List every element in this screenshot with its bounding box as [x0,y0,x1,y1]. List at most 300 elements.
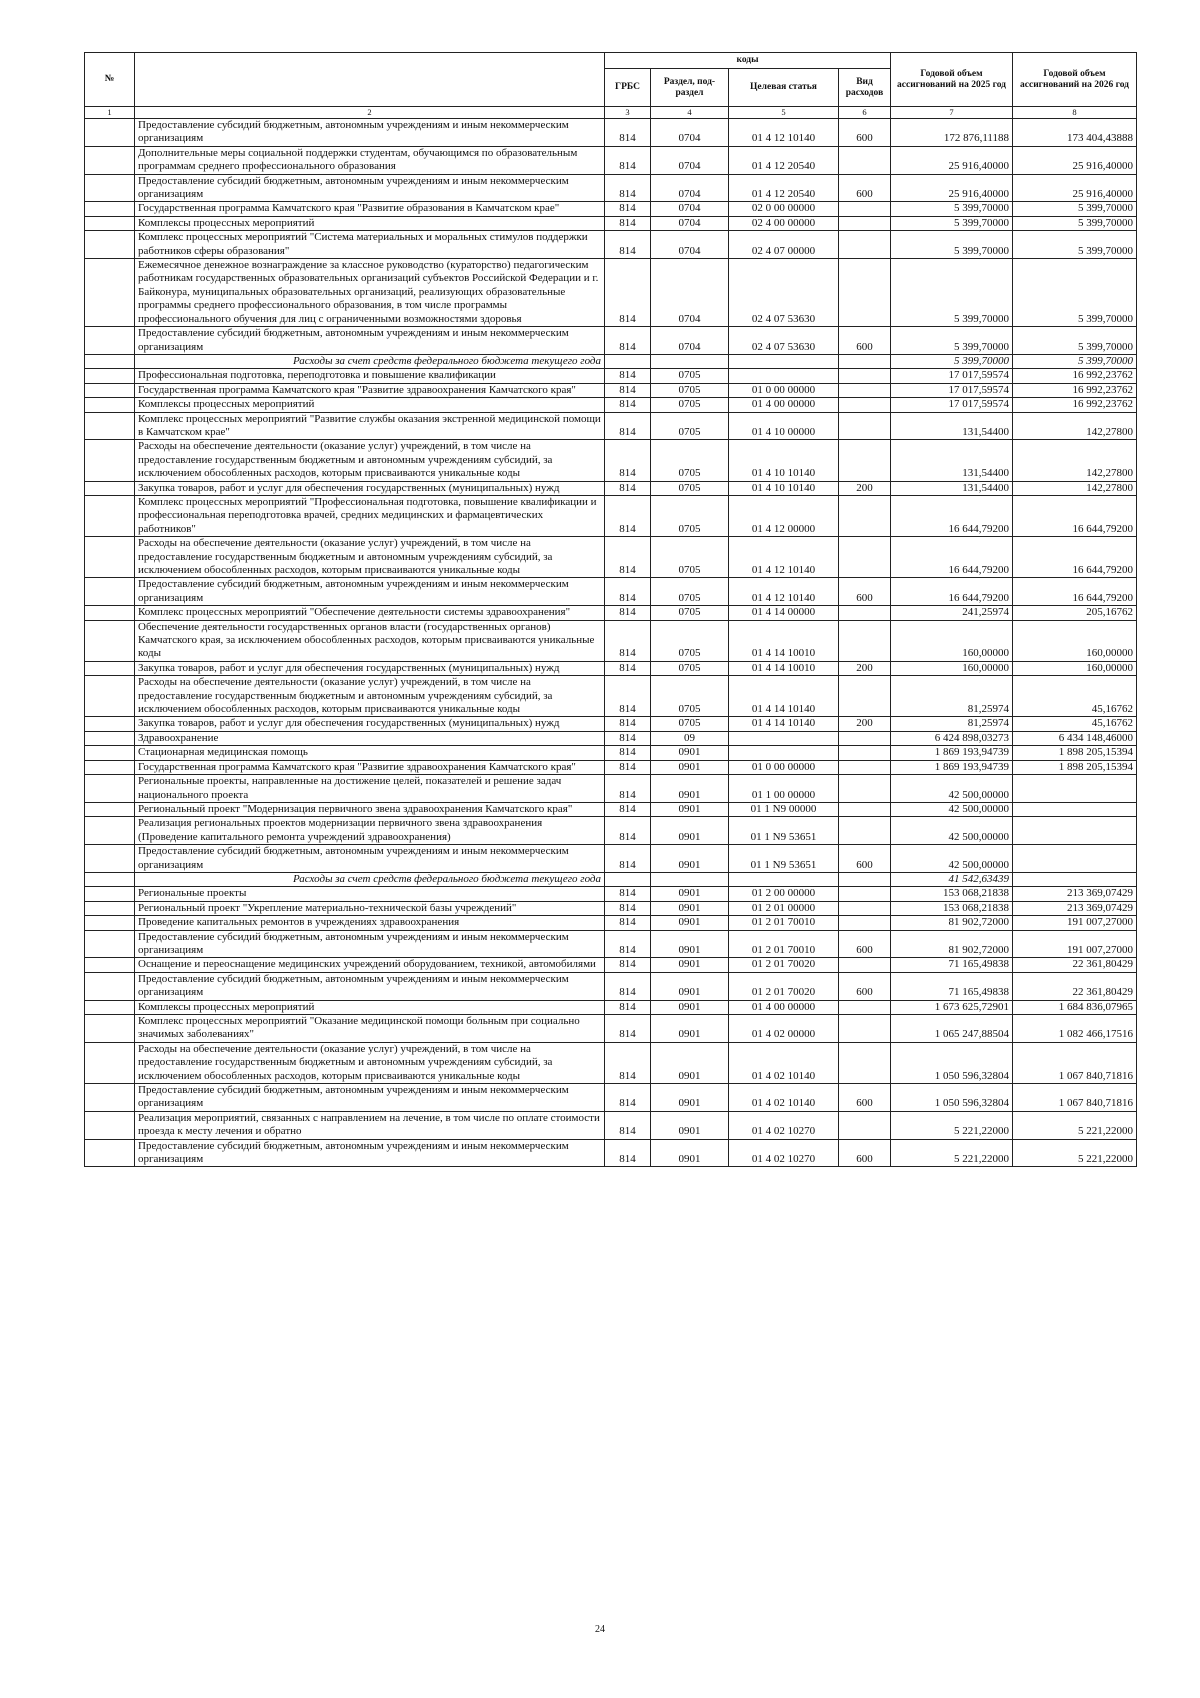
row-section: 0901 [651,746,729,760]
row-volume-2025: 1 869 193,94739 [891,760,1013,774]
row-grbs: 814 [605,676,651,717]
row-grbs: 814 [605,930,651,958]
row-number-cell [85,259,135,327]
row-name: Предоставление субсидий бюджетным, автономным учреждениям и иным некоммерческим организациям [135,327,605,355]
row-expense-kind [839,817,891,845]
row-expense-kind: 200 [839,717,891,731]
header-codes: коды [605,53,891,69]
table-row [85,1139,1137,1167]
row-volume-2026: 45,16762 [1013,676,1137,717]
row-target-article: 01 4 12 20540 [729,174,839,202]
row-section: 0705 [651,578,729,606]
row-expense-kind [839,872,891,886]
row-volume-2026: 5 399,70000 [1013,354,1137,368]
budget-table [84,52,1137,1167]
row-number-cell [85,354,135,368]
row-target-article [729,369,839,383]
row-name: Расходы за счет средств федерального бюджета текущего года [135,354,605,368]
row-expense-kind [839,495,891,536]
row-section: 0705 [651,383,729,397]
row-volume-2026: 5 399,70000 [1013,259,1137,327]
row-expense-kind [839,216,891,230]
row-volume-2025: 17 017,59574 [891,398,1013,412]
row-grbs: 814 [605,802,651,816]
header-kind: Вид расходов [839,69,891,107]
row-volume-2026: 5 399,70000 [1013,327,1137,355]
row-name: Расходы на обеспечение деятельности (оказание услуг) учреждений, в том числе на предоставление государственным бюджетным и автономным учреждениям субсидий, за исключением обособленных расходов, которым присваиваются уникальные коды [135,676,605,717]
row-expense-kind [839,606,891,620]
row-number-cell [85,1111,135,1139]
row-expense-kind [839,231,891,259]
row-number-cell [85,578,135,606]
row-target-article: 01 4 14 10010 [729,620,839,661]
row-volume-2026: 1 684 836,07965 [1013,1000,1137,1014]
row-volume-2025: 81,25974 [891,676,1013,717]
row-target-article: 01 2 01 70010 [729,930,839,958]
row-grbs: 814 [605,146,651,174]
row-grbs: 814 [605,259,651,327]
row-section: 0901 [651,1042,729,1083]
row-section: 0901 [651,916,729,930]
table-row [85,398,1137,412]
row-target-article: 01 4 02 10140 [729,1084,839,1112]
header-section: Раздел, под-раздел [651,69,729,107]
row-grbs: 814 [605,495,651,536]
row-target-article: 01 2 01 70020 [729,958,839,972]
row-volume-2026: 191 007,27000 [1013,930,1137,958]
header-volume-2025: Годовой объем ассигнований на 2025 год [891,53,1013,107]
row-number-cell [85,146,135,174]
row-volume-2026: 213 369,07429 [1013,887,1137,901]
row-section: 0705 [651,398,729,412]
table-row [85,930,1137,958]
table-row [85,259,1137,327]
row-section: 0704 [651,174,729,202]
row-grbs: 814 [605,887,651,901]
row-grbs: 814 [605,717,651,731]
row-target-article: 01 2 00 00000 [729,887,839,901]
row-volume-2025: 71 165,49838 [891,958,1013,972]
row-expense-kind [839,398,891,412]
row-volume-2026: 16 992,23762 [1013,383,1137,397]
row-expense-kind [839,746,891,760]
row-name: Комплекс процессных мероприятий "Обеспечение деятельности системы здравоохранения" [135,606,605,620]
table-row [85,537,1137,578]
table-row-federal [85,354,1137,368]
row-grbs: 814 [605,119,651,147]
row-grbs: 814 [605,746,651,760]
row-number-cell [85,746,135,760]
row-expense-kind: 200 [839,481,891,495]
row-name: Профессиональная подготовка, переподготовка и повышение квалификации [135,369,605,383]
row-section: 0704 [651,119,729,147]
row-expense-kind [839,369,891,383]
row-volume-2026: 5 221,22000 [1013,1139,1137,1167]
row-volume-2025: 1 050 596,32804 [891,1084,1013,1112]
row-name: Региональные проекты, направленные на достижение целей, показателей и решение задач национального проекта [135,775,605,803]
row-number-cell [85,202,135,216]
row-target-article: 01 4 12 10140 [729,537,839,578]
row-number-cell [85,1084,135,1112]
row-name: Оснащение и переоснащение медицинских учреждений оборудованием, техникой, автомобилями [135,958,605,972]
row-number-cell [85,606,135,620]
header-number: № [85,53,135,107]
row-section: 0705 [651,620,729,661]
row-name: Закупка товаров, работ и услуг для обеспечения государственных (муниципальных) нужд [135,661,605,675]
row-volume-2026: 173 404,43888 [1013,119,1137,147]
row-number-cell [85,495,135,536]
row-grbs: 814 [605,481,651,495]
row-volume-2026: 16 992,23762 [1013,369,1137,383]
row-volume-2025: 5 221,22000 [891,1139,1013,1167]
row-section: 0901 [651,1139,729,1167]
column-number-row [85,107,1137,119]
row-volume-2025: 16 644,79200 [891,537,1013,578]
row-target-article: 01 4 14 10140 [729,676,839,717]
budget-sheet [84,52,1136,1167]
row-target-article: 02 4 07 00000 [729,231,839,259]
row-volume-2025: 153 068,21838 [891,887,1013,901]
row-grbs: 814 [605,440,651,481]
row-volume-2025: 17 017,59574 [891,383,1013,397]
row-section: 0705 [651,606,729,620]
row-target-article: 01 4 10 10140 [729,440,839,481]
row-volume-2026 [1013,817,1137,845]
row-volume-2025: 25 916,40000 [891,174,1013,202]
table-row [85,661,1137,675]
table-row [85,916,1137,930]
row-grbs: 814 [605,369,651,383]
row-grbs: 814 [605,845,651,873]
row-target-article: 02 4 07 53630 [729,259,839,327]
row-grbs: 814 [605,1042,651,1083]
row-grbs: 814 [605,231,651,259]
row-target-article: 01 1 00 00000 [729,775,839,803]
table-row [85,1015,1137,1043]
row-number-cell [85,916,135,930]
row-volume-2025: 172 876,11188 [891,119,1013,147]
row-section: 0901 [651,887,729,901]
col-number: 7 [891,107,1013,119]
row-volume-2025: 41 542,63439 [891,872,1013,886]
row-name: Расходы на обеспечение деятельности (оказание услуг) учреждений, в том числе на предоставление государственным бюджетным и автономным учреждениям субсидий, за исключением обособленных расходов, которым присваиваются уникальные коды [135,537,605,578]
row-number-cell [85,327,135,355]
row-expense-kind [839,354,891,368]
header-target: Целевая статья [729,69,839,107]
table-row [85,1084,1137,1112]
row-grbs: 814 [605,398,651,412]
row-volume-2026: 213 369,07429 [1013,901,1137,915]
row-expense-kind [839,1042,891,1083]
row-number-cell [85,174,135,202]
row-target-article: 01 4 12 00000 [729,495,839,536]
row-volume-2025: 5 399,70000 [891,231,1013,259]
row-volume-2025: 81,25974 [891,717,1013,731]
col-number: 8 [1013,107,1137,119]
row-number-cell [85,231,135,259]
row-target-article: 01 4 02 10270 [729,1111,839,1139]
row-number-cell [85,817,135,845]
row-name: Предоставление субсидий бюджетным, автономным учреждениям и иным некоммерческим организациям [135,845,605,873]
row-name: Проведение капитальных ремонтов в учреждениях здравоохранения [135,916,605,930]
row-target-article: 01 2 01 70020 [729,972,839,1000]
row-volume-2026: 5 399,70000 [1013,216,1137,230]
row-section: 0901 [651,1000,729,1014]
table-row [85,901,1137,915]
row-target-article: 01 0 00 00000 [729,760,839,774]
row-grbs: 814 [605,1111,651,1139]
row-volume-2026: 205,16762 [1013,606,1137,620]
row-volume-2025: 71 165,49838 [891,972,1013,1000]
row-name: Расходы на обеспечение деятельности (оказание услуг) учреждений, в том числе на предоставление государственным бюджетным и автономным учреждениям субсидий, за исключением обособленных расходов, которым присваиваются уникальные коды [135,440,605,481]
row-number-cell [85,1015,135,1043]
row-name: Закупка товаров, работ и услуг для обеспечения государственных (муниципальных) нужд [135,717,605,731]
row-expense-kind [839,760,891,774]
row-number-cell [85,775,135,803]
row-volume-2026: 22 361,80429 [1013,958,1137,972]
row-grbs: 814 [605,383,651,397]
table-row [85,1000,1137,1014]
row-number-cell [85,872,135,886]
row-name: Дополнительные меры социальной поддержки студентам, обучающимся по образовательным программам среднего профессионального образования [135,146,605,174]
table-row [85,958,1137,972]
row-name: Комплекс процессных мероприятий "Система материальных и моральных стимулов поддержки работников сферы образования" [135,231,605,259]
row-volume-2025: 6 424 898,03273 [891,731,1013,745]
col-number: 2 [135,107,605,119]
row-name: Реализация региональных проектов модернизации первичного звена здравоохранения (Проведение капитального ремонта учреждений здравоохранения) [135,817,605,845]
row-grbs: 814 [605,537,651,578]
row-section [651,872,729,886]
row-volume-2025: 42 500,00000 [891,817,1013,845]
row-section: 0901 [651,930,729,958]
row-name: Здравоохранение [135,731,605,745]
table-row [85,717,1137,731]
row-expense-kind [839,1015,891,1043]
row-section: 0901 [651,901,729,915]
row-volume-2026: 1 067 840,71816 [1013,1084,1137,1112]
row-volume-2025: 81 902,72000 [891,930,1013,958]
row-volume-2025: 1 673 625,72901 [891,1000,1013,1014]
row-grbs: 814 [605,760,651,774]
row-name: Предоставление субсидий бюджетным, автономным учреждениям и иным некоммерческим организациям [135,174,605,202]
row-grbs: 814 [605,578,651,606]
row-target-article: 01 4 00 00000 [729,398,839,412]
row-expense-kind: 600 [839,578,891,606]
row-grbs: 814 [605,202,651,216]
row-name: Расходы за счет средств федерального бюджета текущего года [135,872,605,886]
row-volume-2026: 25 916,40000 [1013,174,1137,202]
row-number-cell [85,369,135,383]
row-volume-2025: 5 399,70000 [891,202,1013,216]
row-volume-2025: 17 017,59574 [891,369,1013,383]
row-number-cell [85,802,135,816]
row-volume-2026: 160,00000 [1013,661,1137,675]
row-expense-kind: 600 [839,174,891,202]
row-section [651,354,729,368]
table-row [85,775,1137,803]
row-name: Региональный проект "Модернизация первичного звена здравоохранения Камчатского края" [135,802,605,816]
row-section: 0901 [651,972,729,1000]
row-section: 0901 [651,802,729,816]
row-name: Государственная программа Камчатского края "Развитие здравоохранения Камчатского края" [135,760,605,774]
row-grbs: 814 [605,731,651,745]
row-grbs: 814 [605,1015,651,1043]
row-number-cell [85,1042,135,1083]
row-volume-2025: 25 916,40000 [891,146,1013,174]
row-section: 0705 [651,369,729,383]
table-row [85,620,1137,661]
row-expense-kind [839,916,891,930]
row-expense-kind [839,620,891,661]
row-section: 0704 [651,146,729,174]
row-volume-2026: 16 644,79200 [1013,537,1137,578]
row-name: Комплекс процессных мероприятий "Оказание медицинской помощи больным при социально значимых заболеваниях" [135,1015,605,1043]
table-row-federal [85,872,1137,886]
row-target-article: 01 2 01 70010 [729,916,839,930]
row-expense-kind [839,1000,891,1014]
col-number: 1 [85,107,135,119]
row-number-cell [85,930,135,958]
table-row [85,845,1137,873]
row-grbs: 814 [605,661,651,675]
row-volume-2026: 191 007,27000 [1013,916,1137,930]
row-section: 0705 [651,537,729,578]
row-volume-2026: 160,00000 [1013,620,1137,661]
row-expense-kind [839,146,891,174]
row-volume-2025: 5 399,70000 [891,327,1013,355]
row-target-article: 01 1 N9 53651 [729,817,839,845]
row-target-article [729,354,839,368]
table-row [85,1111,1137,1139]
row-target-article: 01 4 02 10270 [729,1139,839,1167]
row-target-article: 02 4 00 00000 [729,216,839,230]
row-volume-2025: 5 399,70000 [891,354,1013,368]
row-number-cell [85,845,135,873]
row-section: 0705 [651,676,729,717]
header-grbs: ГРБС [605,69,651,107]
row-volume-2025: 16 644,79200 [891,578,1013,606]
table-row [85,972,1137,1000]
row-expense-kind [839,259,891,327]
row-expense-kind [839,802,891,816]
row-grbs: 814 [605,327,651,355]
row-grbs: 814 [605,620,651,661]
row-number-cell [85,537,135,578]
table-row [85,802,1137,816]
row-name: Стационарная медицинская помощь [135,746,605,760]
row-volume-2025: 153 068,21838 [891,901,1013,915]
row-name: Региональные проекты [135,887,605,901]
row-name: Комплексы процессных мероприятий [135,398,605,412]
table-header [85,53,1137,119]
row-section: 0704 [651,216,729,230]
row-grbs: 814 [605,1139,651,1167]
row-name: Государственная программа Камчатского края "Развитие образования в Камчатском крае" [135,202,605,216]
row-volume-2026: 16 644,79200 [1013,578,1137,606]
row-volume-2026: 45,16762 [1013,717,1137,731]
row-expense-kind: 600 [839,119,891,147]
col-number: 4 [651,107,729,119]
row-name: Комплексы процессных мероприятий [135,1000,605,1014]
row-target-article: 01 4 02 00000 [729,1015,839,1043]
row-target-article: 01 4 00 00000 [729,1000,839,1014]
table-row [85,495,1137,536]
row-volume-2025: 131,54400 [891,412,1013,440]
row-grbs: 814 [605,412,651,440]
row-number-cell [85,676,135,717]
row-volume-2026 [1013,872,1137,886]
row-number-cell [85,972,135,1000]
row-expense-kind [839,887,891,901]
row-volume-2026: 142,27800 [1013,440,1137,481]
table-row [85,383,1137,397]
row-volume-2025: 5 399,70000 [891,216,1013,230]
row-grbs: 814 [605,606,651,620]
row-name: Реализация мероприятий, связанных с направлением на лечение, в том числе по оплате стоимости проезда к месту лечения и обратно [135,1111,605,1139]
table-row [85,119,1137,147]
row-target-article: 01 2 01 00000 [729,901,839,915]
row-number-cell [85,620,135,661]
row-section: 0704 [651,259,729,327]
row-section: 0705 [651,717,729,731]
row-section: 0704 [651,202,729,216]
row-expense-kind [839,1111,891,1139]
row-section: 0705 [651,412,729,440]
row-target-article: 01 4 12 20540 [729,146,839,174]
table-row [85,606,1137,620]
row-volume-2026: 16 992,23762 [1013,398,1137,412]
row-section: 09 [651,731,729,745]
row-grbs: 814 [605,1084,651,1112]
row-grbs: 814 [605,916,651,930]
row-volume-2025: 81 902,72000 [891,916,1013,930]
page-number: 24 [595,1624,605,1635]
row-name: Предоставление субсидий бюджетным, автономным учреждениям и иным некоммерческим организациям [135,119,605,147]
row-name: Предоставление субсидий бюджетным, автономным учреждениям и иным некоммерческим организациям [135,1139,605,1167]
row-section: 0901 [651,1015,729,1043]
table-row [85,202,1137,216]
row-target-article: 01 4 12 10140 [729,578,839,606]
row-section: 0705 [651,481,729,495]
row-volume-2026: 1 898 205,15394 [1013,746,1137,760]
row-number-cell [85,481,135,495]
row-section: 0901 [651,760,729,774]
row-volume-2025: 5 399,70000 [891,259,1013,327]
row-volume-2025: 241,25974 [891,606,1013,620]
row-number-cell [85,887,135,901]
table-row [85,817,1137,845]
row-name: Обеспечение деятельности государственных органов власти (государственных органов) Камчатского края, за исключением обособленных расходов, которым присваиваются уникальные коды [135,620,605,661]
row-volume-2025: 1 050 596,32804 [891,1042,1013,1083]
row-expense-kind: 600 [839,1139,891,1167]
row-number-cell [85,958,135,972]
row-grbs: 814 [605,958,651,972]
row-target-article: 01 4 12 10140 [729,119,839,147]
row-name: Ежемесячное денежное вознаграждение за классное руководство (кураторство) педагогическим работникам государственных образовательных организаций субъектов Российской Федерации и г. Байконура, муниципальных образовательных организаций, реализующих образовательные программы среднего профессионального образования, в том числе программы профессионального обучения для лиц с ограниченными возможностями здоровья [135,259,605,327]
row-target-article: 01 4 02 10140 [729,1042,839,1083]
row-volume-2026: 5 399,70000 [1013,231,1137,259]
row-volume-2025: 1 065 247,88504 [891,1015,1013,1043]
row-volume-2026: 25 916,40000 [1013,146,1137,174]
row-name: Предоставление субсидий бюджетным, автономным учреждениям и иным некоммерческим организациям [135,972,605,1000]
row-number-cell [85,661,135,675]
row-name: Предоставление субсидий бюджетным, автономным учреждениям и иным некоммерческим организациям [135,1084,605,1112]
col-number: 5 [729,107,839,119]
row-grbs: 814 [605,972,651,1000]
table-row [85,760,1137,774]
row-volume-2026: 142,27800 [1013,481,1137,495]
row-expense-kind: 200 [839,661,891,675]
